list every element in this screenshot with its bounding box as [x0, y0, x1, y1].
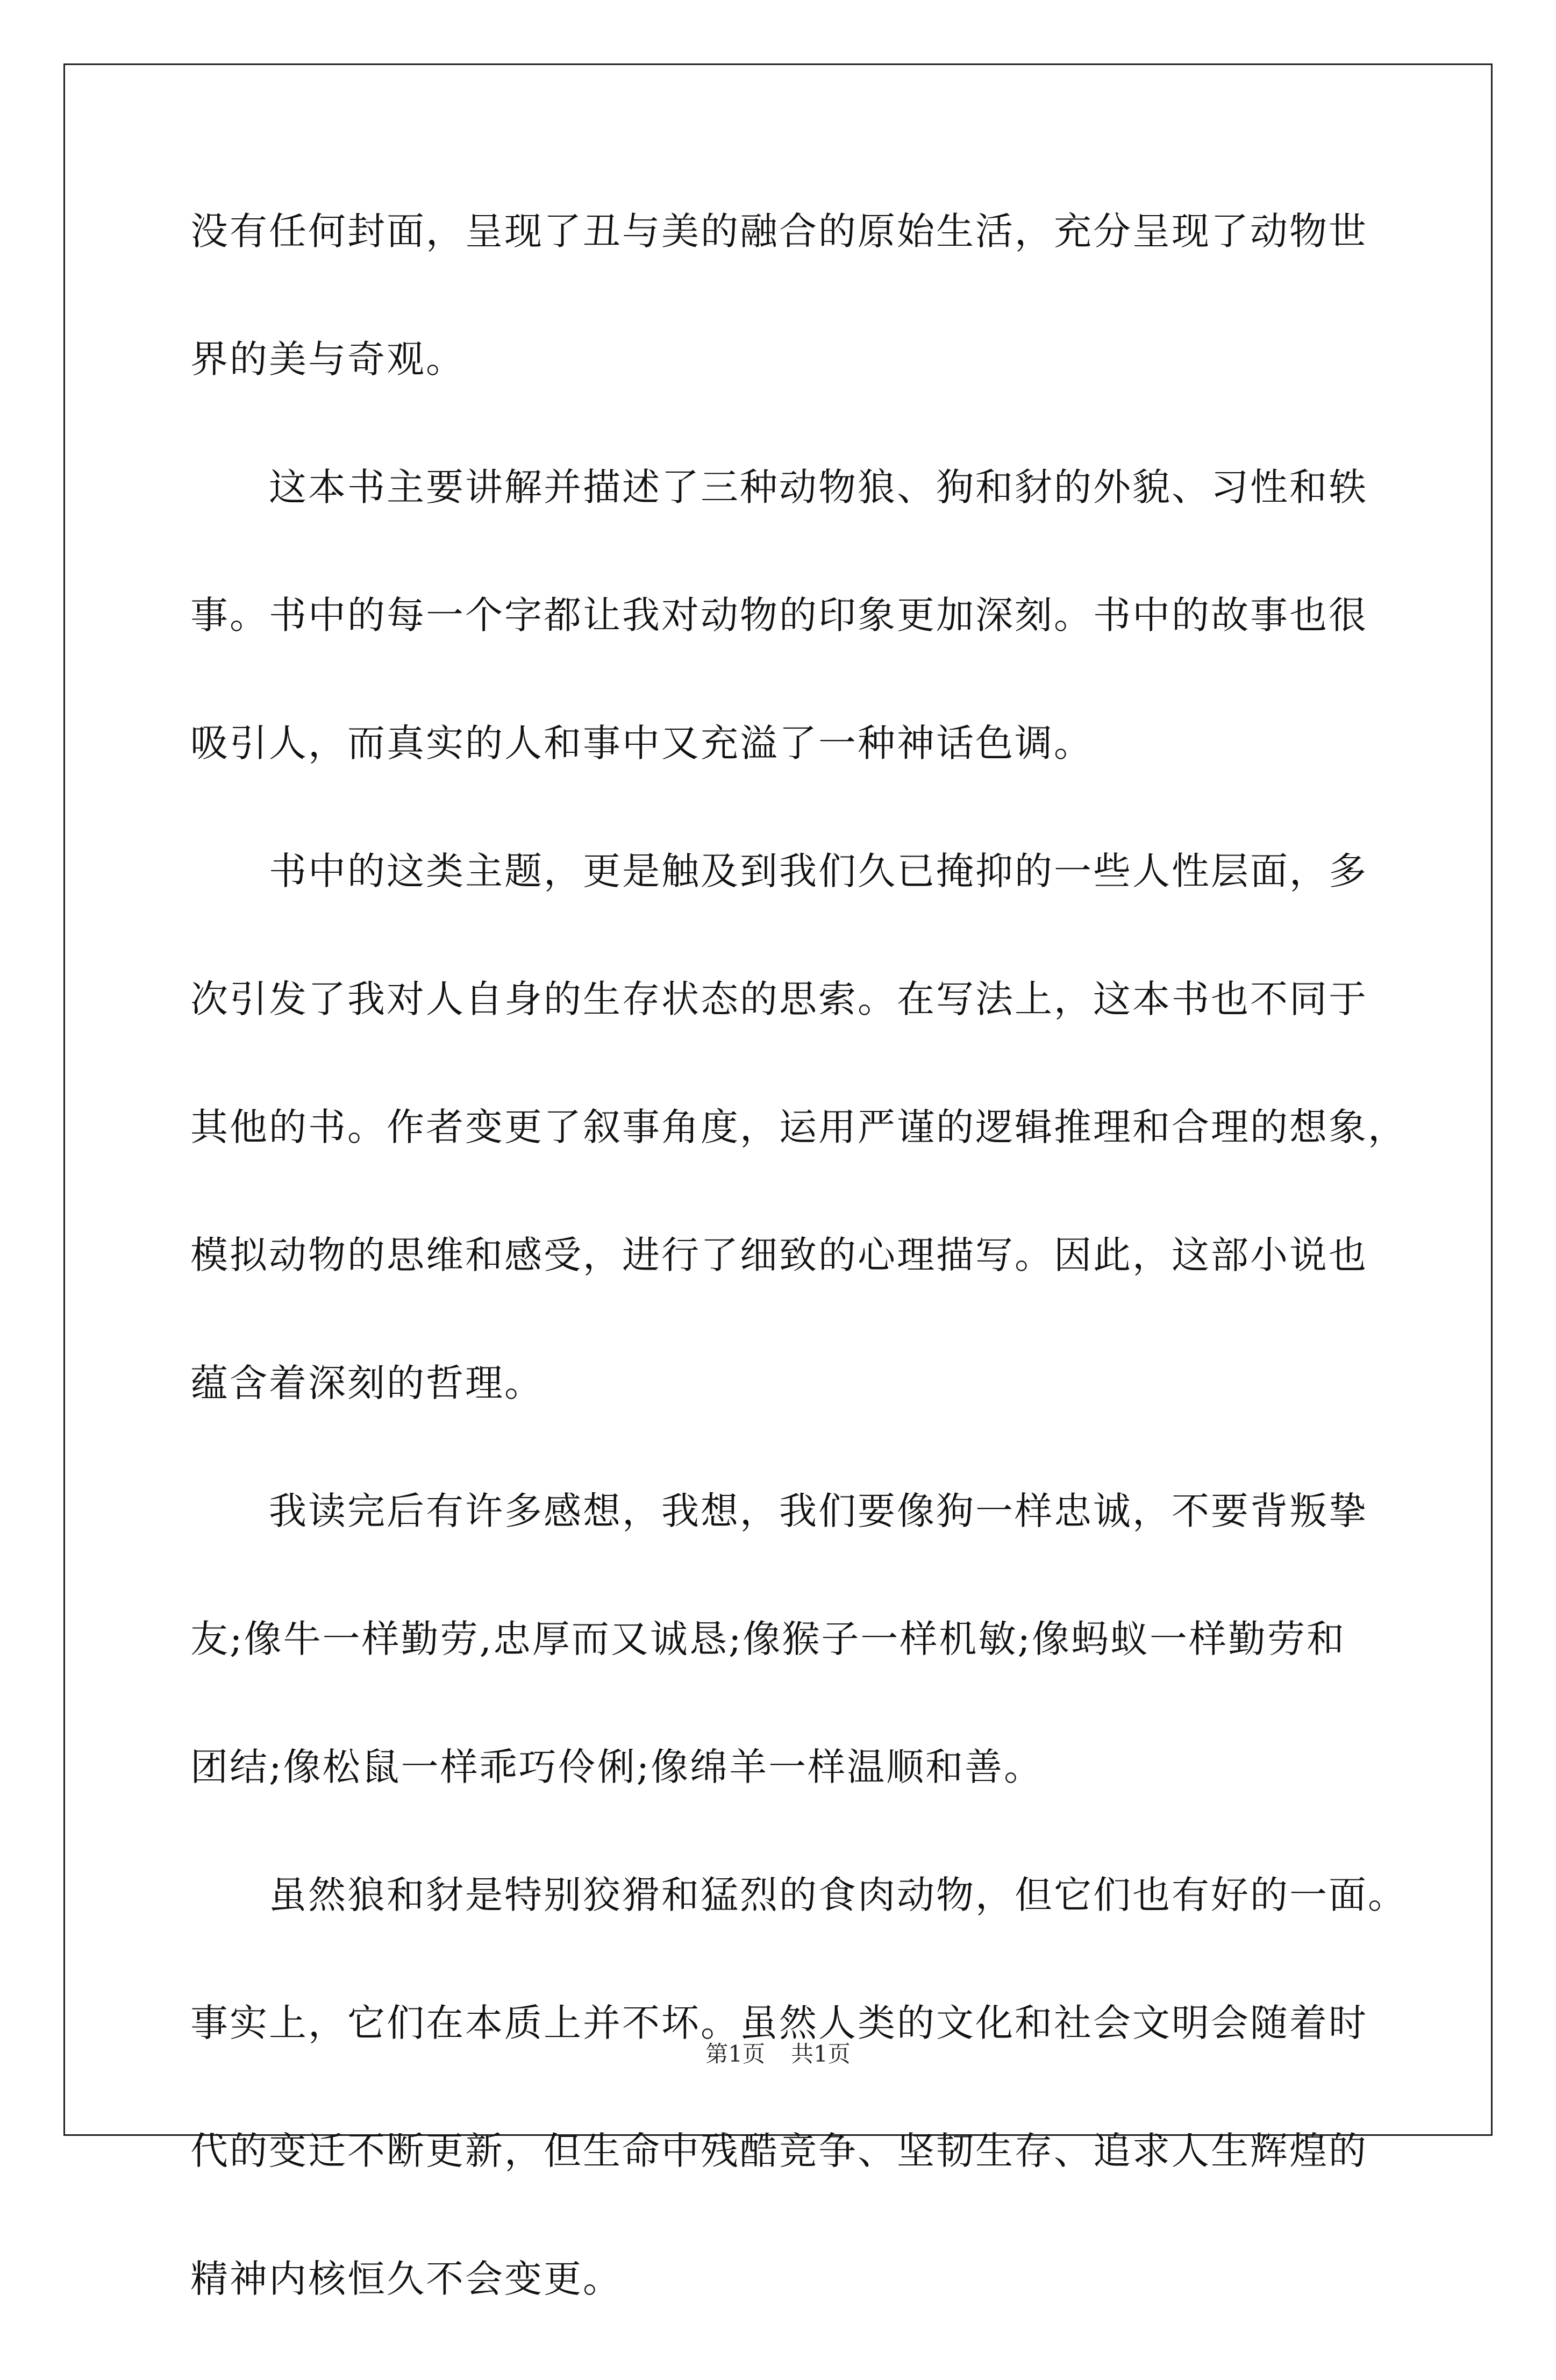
text-line: 模拟动物的思维和感受，进行了细致的心理描写。因此，这部小说也	[190, 1233, 1368, 1277]
text-line: 界的美与奇观。	[190, 337, 465, 381]
text-line: 事。书中的每一个字都让我对动物的印象更加深刻。书中的故事也很	[190, 593, 1368, 637]
text-line: 团结;像松鼠一样乖巧伶俐;像绵羊一样温顺和善。	[190, 1745, 1044, 1789]
text-line: 我读完后有许多感想，我想，我们要像狗一样忠诚，不要背叛挚	[190, 1489, 1368, 1533]
text-line: 次引发了我对人自身的生存状态的思索。在写法上，这本书也不同于	[190, 977, 1368, 1021]
text-line: 蕴含着深刻的哲理。	[190, 1361, 544, 1405]
text-line: 事实上，它们在本质上并不坏。虽然人类的文化和社会文明会随着时	[190, 2001, 1368, 2045]
text-line: 精神内核恒久不会变更。	[190, 2257, 622, 2301]
text-line: 虽然狼和豺是特别狡猾和猛烈的食肉动物，但它们也有好的一面。	[190, 1873, 1407, 1917]
text-line: 没有任何封面，呈现了丑与美的融合的原始生活，充分呈现了动物世	[190, 209, 1368, 253]
text-line: 书中的这类主题，更是触及到我们久已掩抑的一些人性层面，多	[190, 849, 1368, 893]
page-number: 第1页	[705, 2041, 765, 2067]
page-footer	[0, 2041, 1556, 2068]
text-line: 代的变迁不断更新，但生命中残酷竞争、坚韧生存、追求人生辉煌的	[190, 2129, 1368, 2173]
text-line: 吸引人，而真实的人和事中又充溢了一种神话色调。	[190, 721, 1093, 765]
text-line: 其他的书。作者变更了叙事角度，运用严谨的逻辑推理和合理的想象，	[190, 1105, 1407, 1149]
total-pages: 共1页	[791, 2041, 851, 2067]
text-line: 友;像牛一样勤劳,忠厚而又诚恳;像猴子一样机敏;像蚂蚁一样勤劳和	[190, 1617, 1346, 1661]
text-line: 这本书主要讲解并描述了三种动物狼、狗和豺的外貌、习性和轶	[190, 465, 1368, 509]
